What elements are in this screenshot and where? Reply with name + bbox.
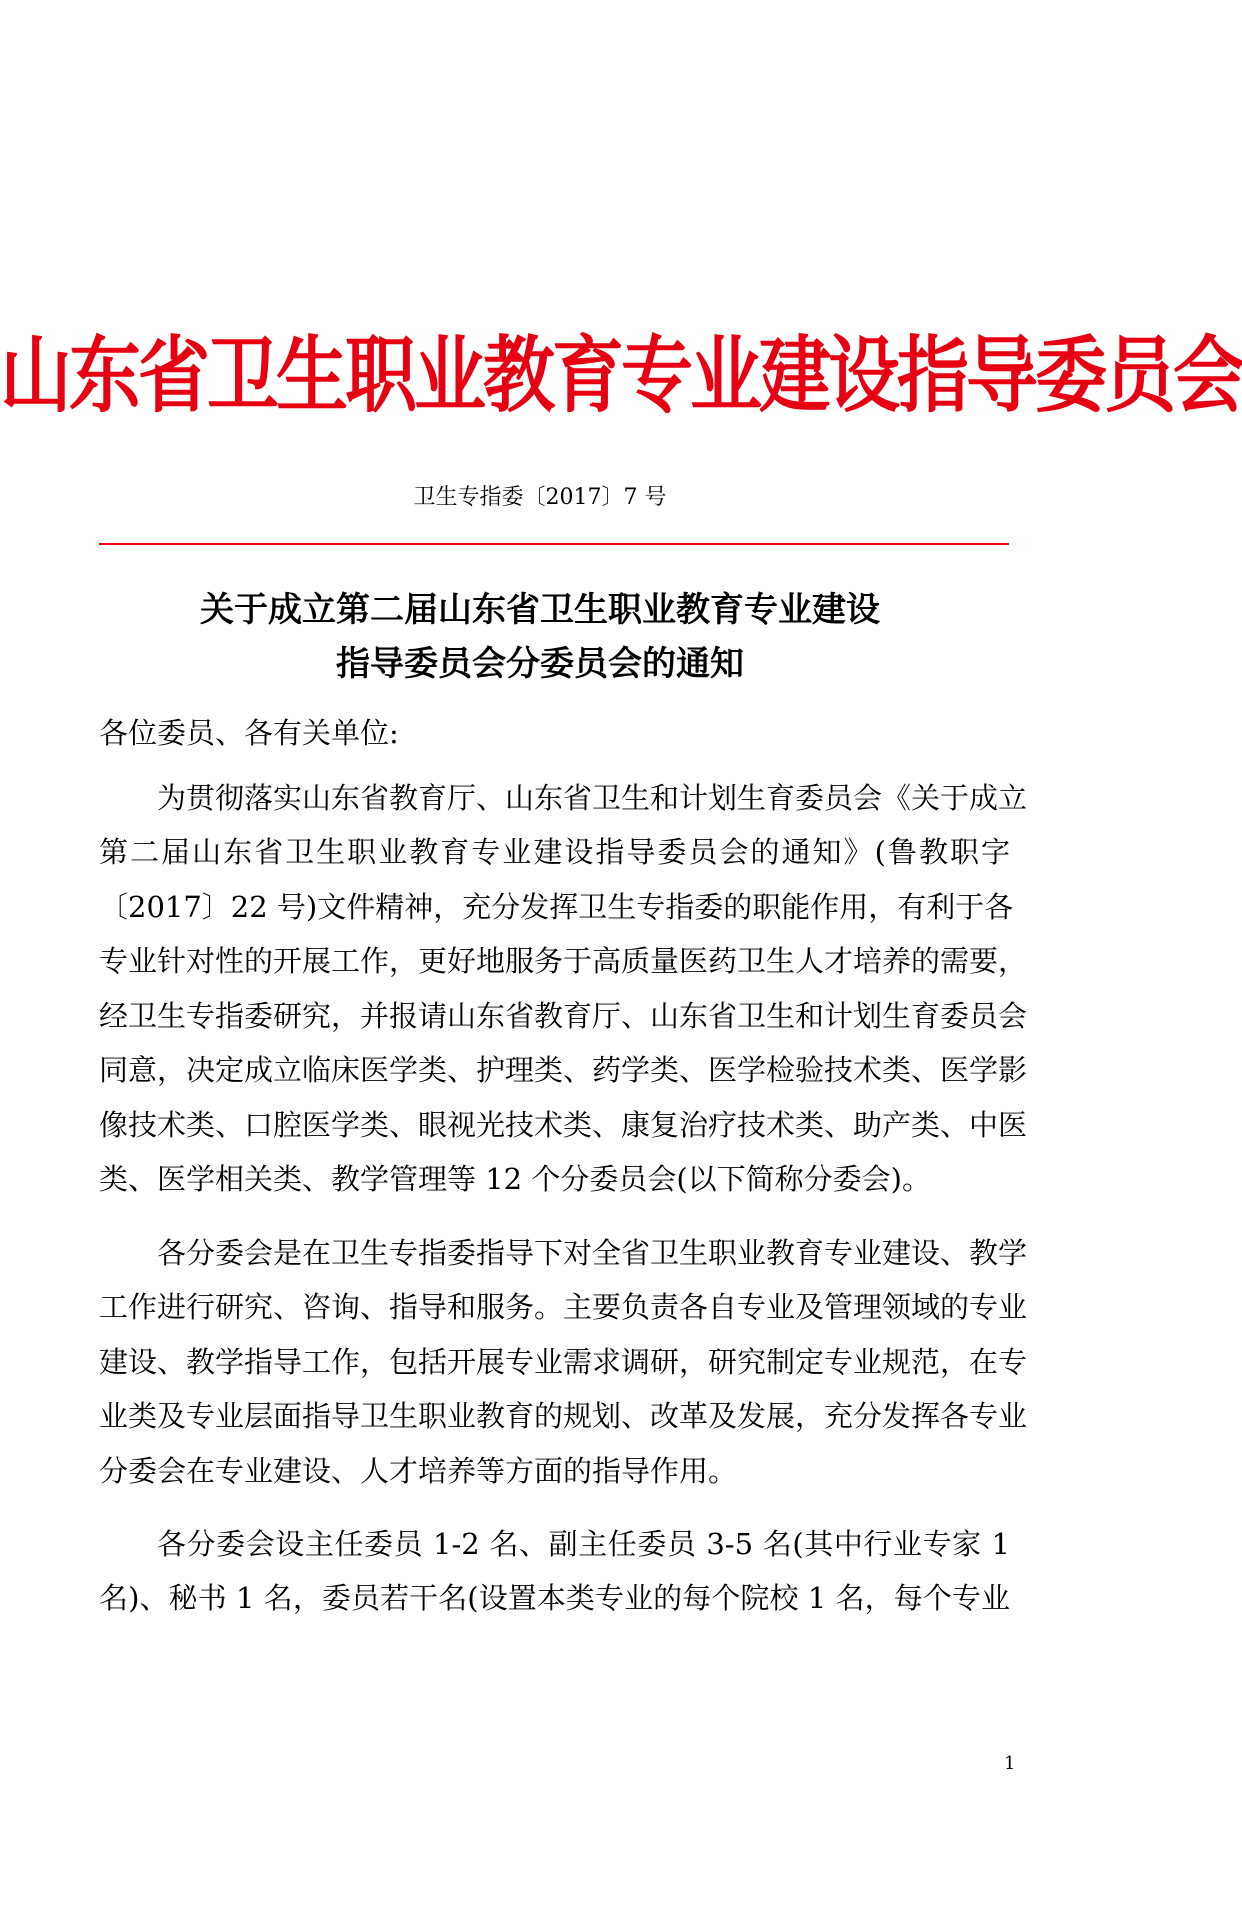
document-number: 卫生专指委〔2017〕7 号	[413, 485, 667, 510]
page-number: 1	[1004, 1753, 1016, 1774]
paragraph-3-line: 名)、秘书 1 名，委员若干名(设置本类专业的每个院校 1 名，每个专业	[99, 1581, 1010, 1615]
paragraph-1-line: 为贯彻落实山东省教育厅、山东省卫生和计划生育委员会《关于成立	[157, 781, 1028, 815]
paragraph-1-line: 第二届山东省卫生职业教育专业建设指导委员会的通知》(鲁教职字	[99, 835, 1010, 869]
paragraph-1-line: 〔2017〕22 号)文件精神，充分发挥卫生专指委的职能作用，有利于各	[99, 890, 1014, 924]
paragraph-2-line: 业类及专业层面指导卫生职业教育的规划、改革及发展，充分发挥各专业	[99, 1399, 1028, 1433]
issuing-body-title: 山东省卫生职业教育专业建设指导委员会	[0, 325, 1242, 424]
paragraph-2-line: 各分委会是在卫生专指委指导下对全省卫生职业教育专业建设、教学	[157, 1236, 1028, 1270]
paragraph-1-line: 经卫生专指委研究，并报请山东省教育厅、山东省卫生和计划生育委员会	[99, 999, 1028, 1033]
notice-title-line-1: 关于成立第二届山东省卫生职业教育专业建设	[200, 590, 880, 630]
notice-title-line-2: 指导委员会分委员会的通知	[336, 644, 744, 684]
paragraph-1-line: 专业针对性的开展工作，更好地服务于高质量医药卫生人才培养的需要，	[99, 944, 1028, 978]
paragraph-3-line: 各分委会设主任委员 1-2 名、副主任委员 3-5 名(其中行业专家 1	[157, 1527, 1010, 1561]
paragraph-2-line: 建设、教学指导工作，包括开展专业需求调研，研究制定专业规范，在专	[99, 1345, 1028, 1379]
paragraph-1-line: 同意，决定成立临床医学类、护理类、药学类、医学检验技术类、医学影	[99, 1053, 1028, 1087]
paragraph-1-line: 类、医学相关类、教学管理等 12 个分委员会(以下简称分委会)。	[99, 1162, 931, 1196]
paragraph-1-line: 像技术类、口腔医学类、眼视光技术类、康复治疗技术类、助产类、中医	[99, 1108, 1028, 1142]
paragraph-2-line: 工作进行研究、咨询、指导和服务。主要负责各自专业及管理领域的专业	[99, 1290, 1028, 1324]
paragraph-2-line: 分委会在专业建设、人才培养等方面的指导作用。	[99, 1454, 738, 1488]
salutation: 各位委员、各有关单位:	[99, 716, 399, 750]
red-divider-line	[99, 543, 1009, 545]
